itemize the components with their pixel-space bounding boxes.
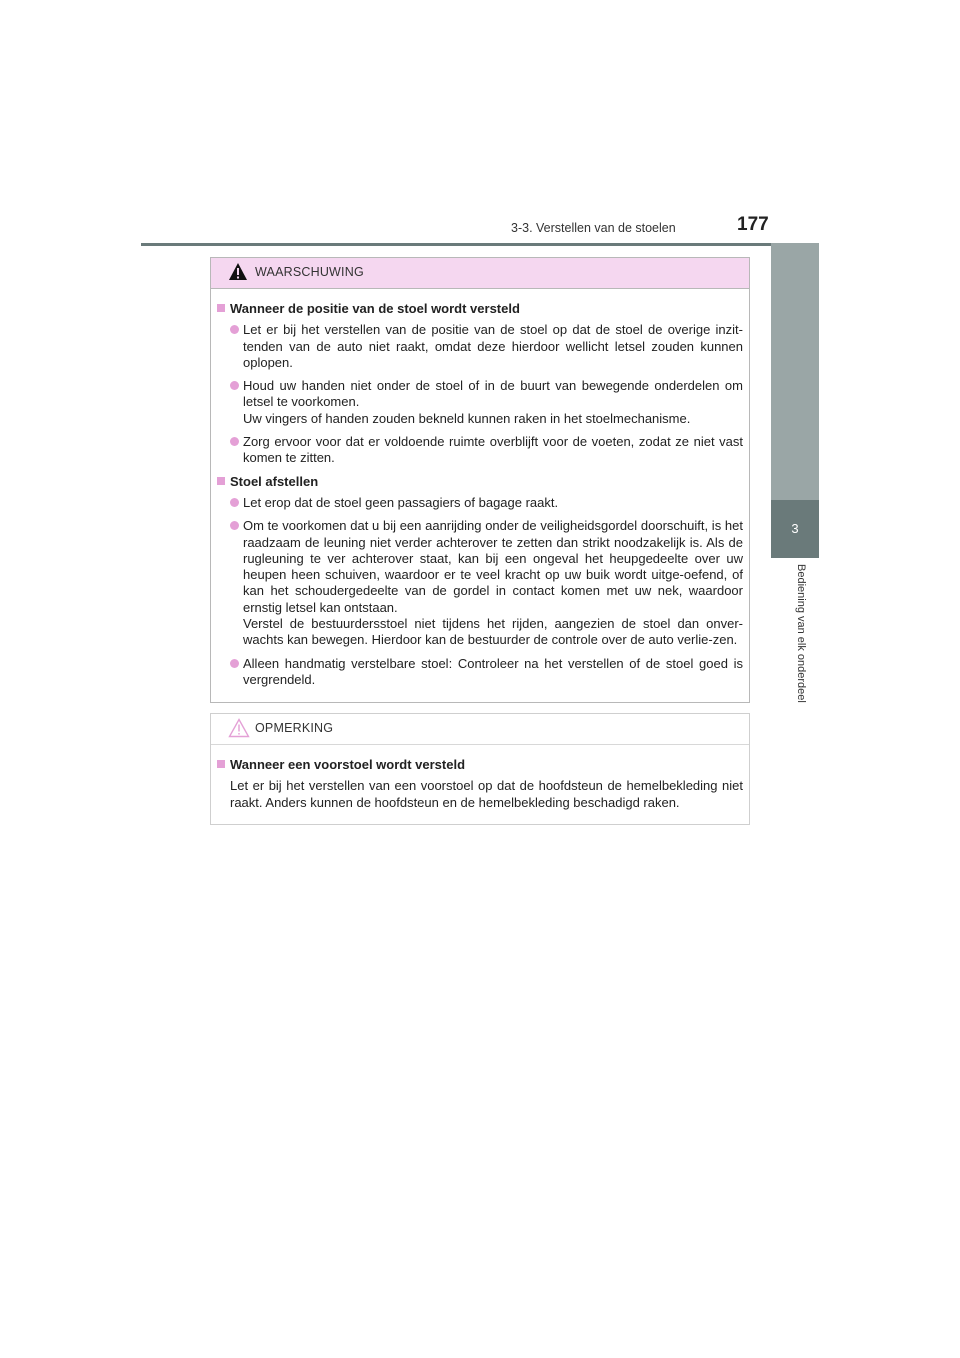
- warning-bullet-text: Let erop dat de stoel geen passagiers of bagage raakt.: [243, 494, 559, 510]
- warning-section-heading: Stoel afstellen: [217, 474, 743, 490]
- section-title: 3-3. Verstellen van de stoelen: [511, 221, 676, 235]
- page-number: 177: [737, 214, 769, 235]
- round-bullet-icon: [230, 325, 239, 334]
- square-bullet-icon: [217, 304, 225, 312]
- note-heading: Wanneer een voorstoel wordt versteld: [217, 757, 743, 773]
- warning-bullet-text: Zorg ervoor voor dat er voldoende ruimte overblijft voor de voeten, zodat ze niet vast komen te zitten.: [243, 434, 743, 466]
- round-bullet-icon: [230, 521, 239, 530]
- warning-title: WAARSCHUWING: [255, 265, 364, 279]
- warning-bullet-item: [217, 322, 743, 371]
- square-bullet-icon: [217, 477, 225, 485]
- square-bullet-icon: [217, 760, 225, 768]
- warning-bullet-text: Let er bij het verstellen van de positie van de stoel op dat de stoel de overige inzit-tenden van de auto niet raakt, omdat deze hierdoor wellicht letsel zouden kunnen oplopen.: [243, 322, 743, 370]
- warning-bullet-item: [217, 518, 743, 648]
- warning-bullet-item: [217, 495, 743, 511]
- warning-bullet-item: [217, 656, 743, 689]
- round-bullet-icon: [230, 659, 239, 668]
- side-tab-bar: [771, 243, 819, 500]
- note-body: [211, 745, 749, 811]
- round-bullet-icon: [230, 437, 239, 446]
- note-box: [210, 713, 750, 825]
- note-header: [211, 714, 749, 745]
- round-bullet-icon: [230, 381, 239, 390]
- round-bullet-icon: [230, 498, 239, 507]
- warning-triangle-icon: [228, 262, 248, 281]
- warning-body: [211, 289, 749, 688]
- warning-bullet-text: Verstel de bestuurdersstoel niet tijdens het rijden, aangezien de stoel dan onver-wachts kan bewegen. Hierdoor kan de bestuurder de controle over de auto verlie-zen.: [243, 616, 743, 648]
- warning-bullet-text: Houd uw handen niet onder de stoel of in de buurt van bewegende onderdelen om letsel te voorkomen.: [243, 378, 743, 410]
- warning-section-heading: Wanneer de positie van de stoel wordt versteld: [217, 301, 743, 317]
- chapter-title: Bediening van elk onderdeel: [795, 564, 807, 703]
- warning-header: [211, 258, 749, 289]
- note-text: Let er bij het verstellen van een voorstoel op dat de hoofdsteun de hemelbekleding niet raakt. Anders kunnen de hoofdsteun en de hemelbekleding beschadigd raken.: [230, 778, 743, 810]
- warning-box: [210, 257, 750, 703]
- note-title: OPMERKING: [255, 721, 334, 735]
- caution-outline-triangle-icon: [228, 718, 250, 738]
- warning-bullet-item: [217, 378, 743, 427]
- warning-bullet-text: Om te voorkomen dat u bij een aanrijding onder de veiligheidsgordel doorschuift, is het raadzaam de leuning niet verder achterover te zetten dan strikt noodzakelijk is. Als de rugleuning te ver achterover staat, kan bij een ongeval het heupgedeelte over uw heupen heen schuiven, waardoor er te veel kracht op uw buik wordt uitge-oefend, of kan het schoudergedeelte van de gordel in contact komen met uw nek, waardoor ernstig letsel kan ontstaan.: [243, 518, 743, 615]
- chapter-number: 3: [771, 500, 819, 558]
- header-divider: [141, 243, 818, 246]
- warning-bullet-item: [217, 434, 743, 467]
- warning-bullet-text: Uw vingers of handen zouden bekneld kunnen raken in het stoelmechanisme.: [243, 410, 691, 426]
- warning-bullet-text: Alleen handmatig verstelbare stoel: Controleer na het verstellen of de stoel goed is vergrendeld.: [243, 655, 743, 687]
